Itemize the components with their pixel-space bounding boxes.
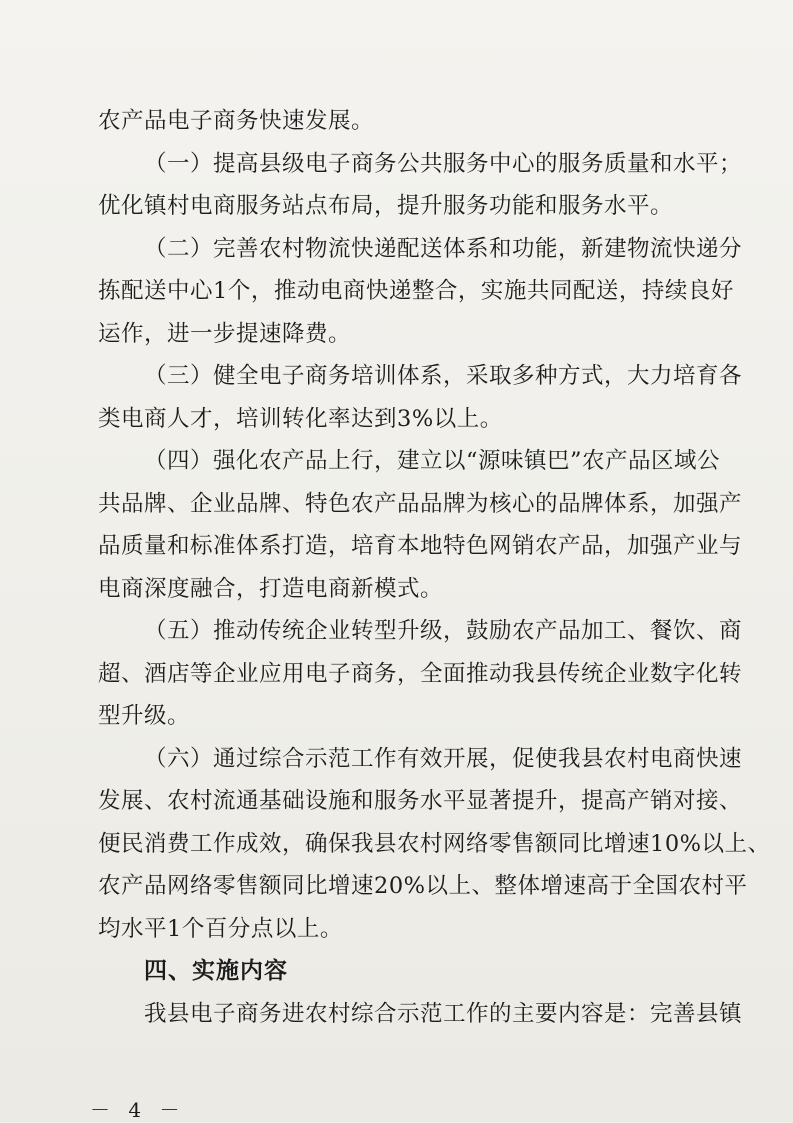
text-line: （一）提高县级电子商务公共服务中心的服务质量和水平；: [144, 150, 743, 177]
text-line: 优化镇村电商服务站点布局，提升服务功能和服务水平。: [98, 193, 674, 219]
page-number: － 4 －: [90, 1098, 186, 1122]
text-line: 我县电子商务进农村综合示范工作的主要内容是：完善县镇: [144, 1000, 743, 1027]
text-line: 超、酒店等企业应用电子商务，全面推动我县传统企业数字化转: [98, 660, 743, 687]
text-line: 电商深度融合，打造电商新模式。: [98, 575, 444, 602]
text-line: 均水平1个百分点以上。: [98, 915, 343, 942]
text-line: 发展、农村流通基础设施和服务水平显著提升，提高产销对接、: [98, 788, 743, 814]
text-line: （五）推动传统企业转型升级，鼓励农产品加工、餐饮、商: [144, 618, 743, 644]
text-line: 共品牌、企业品牌、特色农产品品牌为核心的品牌体系，加强产: [98, 490, 743, 517]
text-line: 拣配送中心1个，推动电商快递整合，实施共同配送，持续良好: [98, 278, 734, 304]
text-line: 农产品网络零售额同比增速20%以上、整体增速高于全国农村平: [98, 873, 748, 899]
text-line: 品质量和标准体系打造，培育本地特色网销农产品，加强产业与: [98, 533, 743, 559]
text-line: 类电商人才，培训转化率达到3%以上。: [98, 405, 503, 432]
text-line: （六）通过综合示范工作有效开展，促使我县农村电商快速: [144, 745, 743, 772]
text-line: 型升级。: [98, 703, 191, 729]
section-heading: 四、实施内容: [144, 958, 288, 984]
document-body: [98, 100, 771, 1035]
text-line: （四）强化农产品上行，建立以“源味镇巴”农产品区域公: [144, 448, 721, 474]
text-line: 运作，进一步提速降费。: [98, 320, 352, 347]
text-line: 便民消费工作成效，确保我县农村网络零售额同比增速10%以上、: [98, 830, 771, 857]
text-line: （三）健全电子商务培训体系，采取多种方式，大力培育各: [144, 363, 743, 389]
text-line: 农产品电子商务快速发展。: [98, 108, 375, 134]
text-line: （二）完善农村物流快递配送体系和功能，新建物流快递分: [144, 235, 743, 262]
